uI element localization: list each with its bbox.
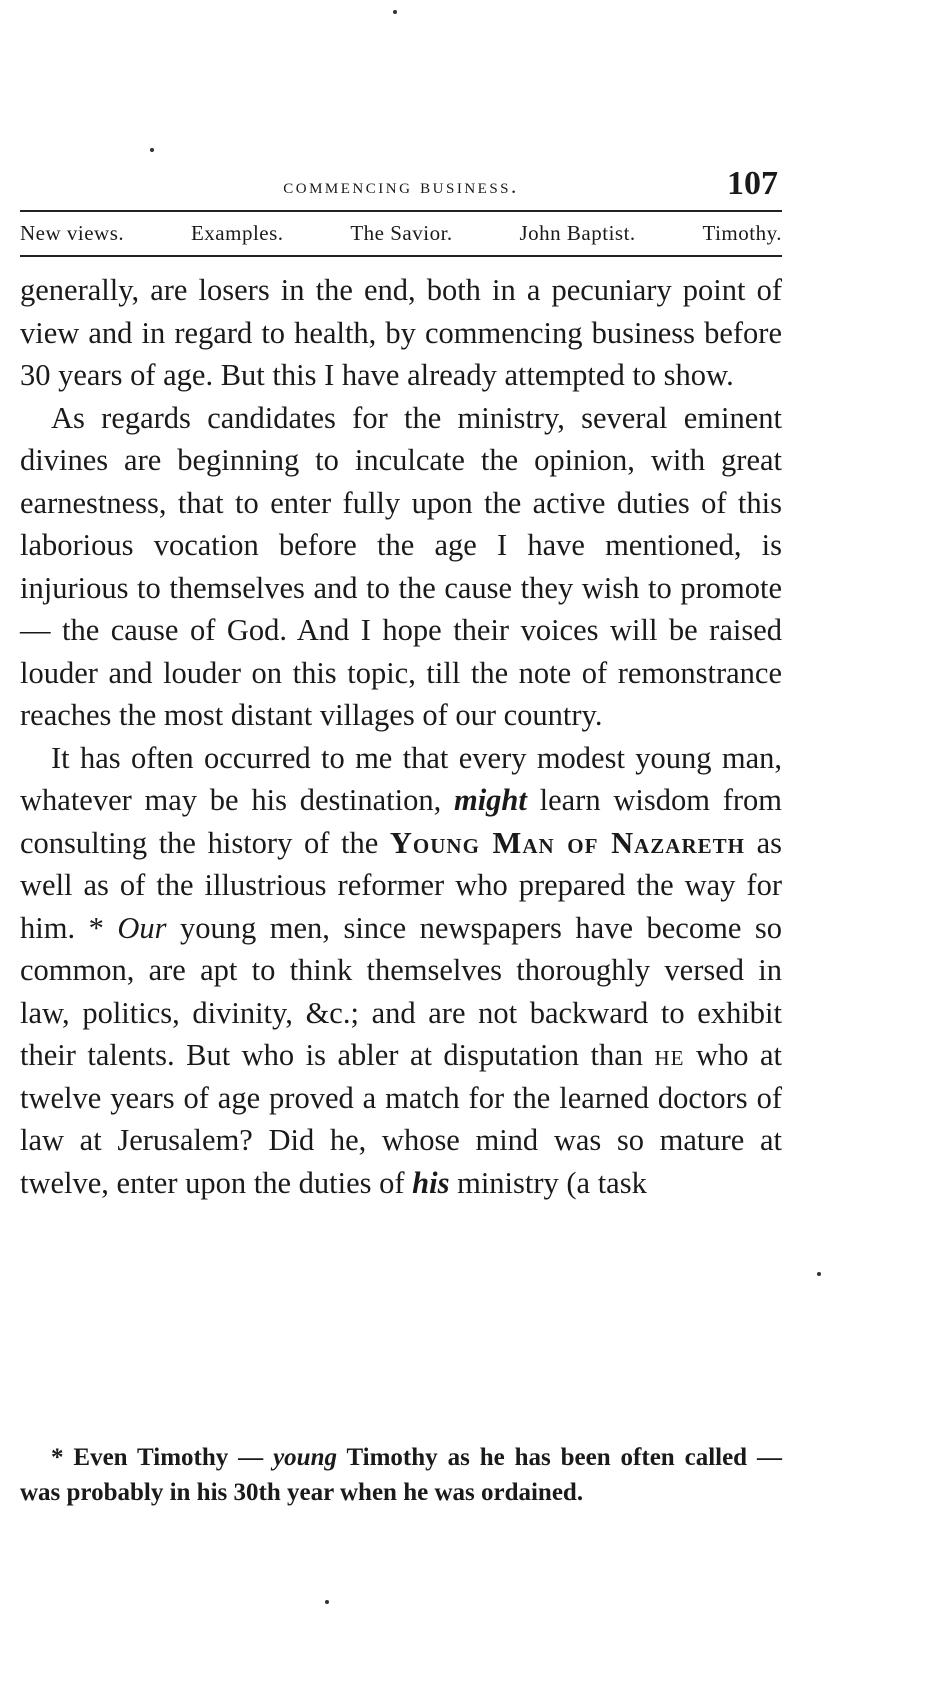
topic-item: The Savior. [350, 220, 453, 245]
paragraph-3-text: as well as of the illustrious reformer who prepared the way for him. * [20, 825, 783, 945]
paper-speck [817, 1272, 821, 1276]
paragraph-3 [20, 737, 782, 1205]
emphasis-his: his [412, 1165, 450, 1200]
paper-speck [150, 148, 154, 152]
paragraph-1: generally, are losers in the end, both in a pecuniary point of view and in regard to health, by commencing business before 30 years of age. But this I have already attempted to show. [20, 273, 782, 392]
header-rule-bottom [20, 255, 782, 257]
paragraph-3-text: who at twelve years of age proved a match for the learned doctors of law at Jerusalem? Did he, whose mind was so mature at twelve, enter upon the duties of [20, 1038, 783, 1200]
paper-speck [393, 10, 397, 14]
small-caps-young-man-of-nazareth: Young Man of Nazareth [389, 825, 745, 860]
header-rule-top [20, 210, 782, 212]
topic-item: John Baptist. [519, 220, 636, 245]
small-caps-he: he [654, 1038, 685, 1072]
paragraph-2: As regards candidates for the ministry, several eminent divines are beginning to inculcate the opinion, with great earnestness, that to enter fully upon the active duties of this laborious vocation before the age I have mentioned, is injurious to themselves and to the cause they wish to promote — the cause of God. And I hope their voices will be raised louder and louder on this topic, till the note of remonstrance reaches the most distant villages of our country. [20, 400, 782, 732]
paragraph-3-text: young men, since newspapers have become so common, are apt to think themselves thoroughly versed in law, politics, divinity, &c.; and are not backward to exhibit their talents. But who is abler at disputation than [20, 910, 782, 1072]
footnote [20, 1440, 782, 1510]
topic-item: Examples. [190, 220, 284, 245]
footnote-text: Timothy as he has been often called — was probably in his 30th year when he was ordained. [20, 1444, 782, 1506]
topic-item: New views. [20, 220, 125, 245]
running-head [20, 160, 782, 208]
topic-line [20, 214, 782, 252]
emphasis-our: Our [117, 910, 167, 945]
paper-speck [325, 1600, 329, 1604]
paragraph-3-text: It has often occurred to me that every modest young man, whatever may be his destination, [20, 740, 782, 817]
topic-item: Timothy. [702, 220, 782, 245]
paragraph-3-text: learn wisdom from consulting the history of the [20, 783, 782, 860]
running-title: commencing business. [283, 174, 519, 198]
page-number: 107 [727, 165, 778, 202]
footnote-emphasis-young: young [273, 1444, 337, 1471]
body-text [20, 269, 782, 1204]
paragraph-3-text: ministry (a task [457, 1165, 647, 1200]
footnote-text: * Even Timothy — [51, 1444, 264, 1471]
emphasis-might: might [453, 783, 527, 817]
